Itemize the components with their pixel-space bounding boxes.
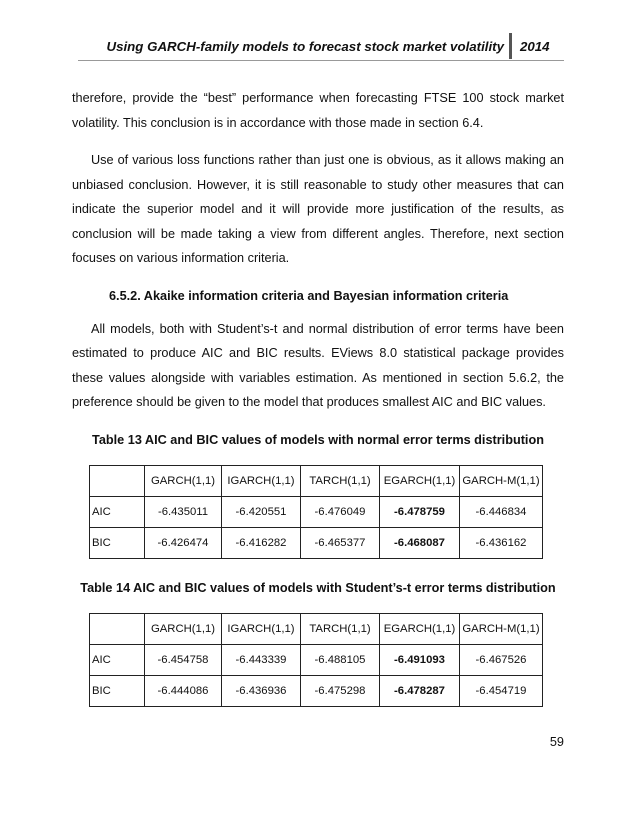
table-cell-best: -6.478287 [380, 675, 460, 706]
table-cell: -6.446834 [460, 496, 543, 527]
header-rule [78, 60, 564, 61]
table-cell-best: -6.491093 [380, 644, 460, 675]
table-header-cell: GARCH(1,1) [145, 465, 222, 496]
table-cell: -6.420551 [222, 496, 301, 527]
table-header-cell: EGARCH(1,1) [380, 613, 460, 644]
table-cell: -6.475298 [301, 675, 380, 706]
table-cell: -6.476049 [301, 496, 380, 527]
table-header-cell: IGARCH(1,1) [222, 465, 301, 496]
table-row [90, 496, 543, 527]
table-header-cell: GARCH(1,1) [145, 613, 222, 644]
table-header-cell [90, 465, 145, 496]
table-row [90, 527, 543, 558]
table-cell-best: -6.468087 [380, 527, 460, 558]
subsection-heading: 6.5.2. Akaike information criteria and Bayesian information criteria [109, 288, 509, 303]
table-cell: -6.436936 [222, 675, 301, 706]
table14-caption: Table 14 AIC and BIC values of models with Student’s-t error terms distribution [80, 580, 556, 595]
table-cell: -6.426474 [145, 527, 222, 558]
table-header-row [90, 465, 543, 496]
table13 [89, 465, 543, 559]
table-cell: -6.443339 [222, 644, 301, 675]
table-cell: -6.465377 [301, 527, 380, 558]
paragraph-loss-functions: Use of various loss functions rather than just one is obvious, as it allows making an unbiased conclusion. However, it is still reasonable to study other measures that can indicate the superior model and it will provide more justification of the results, as conclusion will be made taking a view from different angles. Therefore, next section focuses on various information criteria. [72, 153, 564, 265]
header-separator [509, 33, 512, 59]
table-header-cell [90, 613, 145, 644]
running-header [78, 33, 564, 59]
table-header-cell: GARCH-M(1,1) [460, 465, 543, 496]
row-label: AIC [90, 496, 145, 527]
table14 [89, 613, 543, 707]
paragraph-information-criteria: All models, both with Student’s-t and normal distribution of error terms have been estimated to produce AIC and BIC results. EViews 8.0 statistical package provides these values alongside with variables estimation. As mentioned in section 5.6.2, the preference should be given to the model that produces smallest AIC and BIC values. [72, 321, 564, 409]
page-number: 59 [549, 735, 564, 749]
table-cell: -6.488105 [301, 644, 380, 675]
table-row [90, 644, 543, 675]
table-cell: -6.444086 [145, 675, 222, 706]
table-cell: -6.436162 [460, 527, 543, 558]
page-body [72, 86, 564, 707]
table-cell: -6.416282 [222, 527, 301, 558]
table-header-cell: TARCH(1,1) [301, 613, 380, 644]
table-cell: -6.435011 [145, 496, 222, 527]
table-cell: -6.454758 [145, 644, 222, 675]
table-row [90, 675, 543, 706]
header-year: 2014 [520, 39, 550, 54]
table-cell-best: -6.478759 [380, 496, 460, 527]
row-label: BIC [90, 675, 145, 706]
row-label: AIC [90, 644, 145, 675]
table-cell: -6.454719 [460, 675, 543, 706]
table13-caption: Table 13 AIC and BIC values of models with normal error terms distribution [92, 432, 544, 447]
table-header-cell: EGARCH(1,1) [380, 465, 460, 496]
table-header-cell: IGARCH(1,1) [222, 613, 301, 644]
paragraph-conclusion: therefore, provide the “best” performance when forecasting FTSE 100 stock market volatility. This conclusion is in accordance with those made in section 6.4. [72, 91, 564, 130]
table-header-cell: TARCH(1,1) [301, 465, 380, 496]
row-label: BIC [90, 527, 145, 558]
table-header-row [90, 613, 543, 644]
table-cell: -6.467526 [460, 644, 543, 675]
header-title: Using GARCH-family models to forecast stock market volatility [106, 39, 504, 54]
table-header-cell: GARCH-M(1,1) [460, 613, 543, 644]
